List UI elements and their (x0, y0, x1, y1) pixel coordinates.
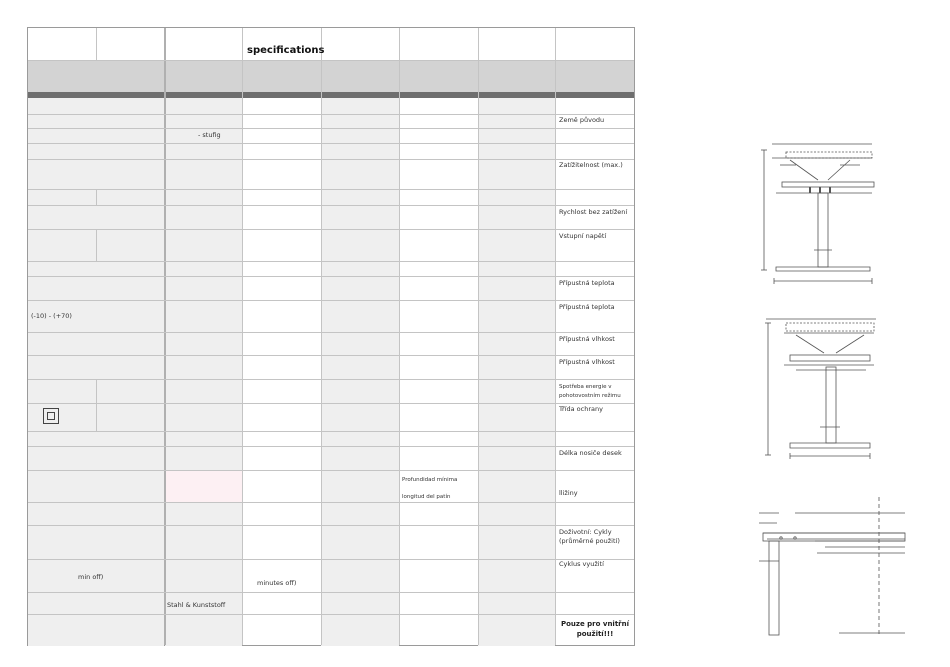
label-material: Stahl & Kunststoff (167, 601, 226, 609)
min-off: min off) (78, 573, 104, 581)
desk-detail-drawing (755, 495, 915, 645)
header-band (28, 60, 634, 92)
label-humidity-2: Přípustná vlhkost (559, 358, 615, 366)
label-depth-es: Profundidad mínima longitud del patín (402, 477, 458, 500)
label-temp-2: Přípustná teplota (559, 303, 615, 311)
col-6-fill (478, 98, 555, 646)
label-standby: Spotřeba energie v pohotovostním režimu (559, 384, 621, 399)
label-humidity-1: Přípustná vlhkost (559, 335, 615, 343)
label-protection: Třída ochrany (559, 405, 603, 413)
specification-table (27, 27, 635, 646)
col-4-fill (321, 98, 399, 646)
indoor-note: Pouze pro vnitřní použití!!! (560, 620, 630, 638)
label-load: Zatížitelnost (max.) (559, 161, 623, 169)
double-square-icon (43, 408, 59, 424)
desk-front-drawing (760, 140, 880, 290)
label-voltage: Vstupní napětí (559, 232, 607, 240)
highlight-cell (165, 470, 242, 502)
page-title: specifications (247, 45, 325, 56)
label-rails: lližiny (559, 489, 578, 497)
label-length: Délka nosiče desek (559, 449, 622, 457)
label-speed: Rychlost bez zatížení (559, 208, 628, 216)
temp-range: (-10) - (+70) (31, 312, 72, 320)
col-2-fill (165, 98, 242, 646)
desk-side-drawing (760, 315, 880, 465)
label-cycle: Cyklus využití (559, 560, 604, 568)
label-column-fill (28, 98, 164, 646)
label-stufig: - stufig (198, 131, 221, 139)
label-lifetime: Doživotní: Cykly (průměrné použití) (559, 528, 620, 545)
label-temp-1: Přípustná teplota (559, 279, 615, 287)
minutes-off: minutes off) (257, 579, 297, 587)
label-land: Země původu (559, 116, 605, 124)
